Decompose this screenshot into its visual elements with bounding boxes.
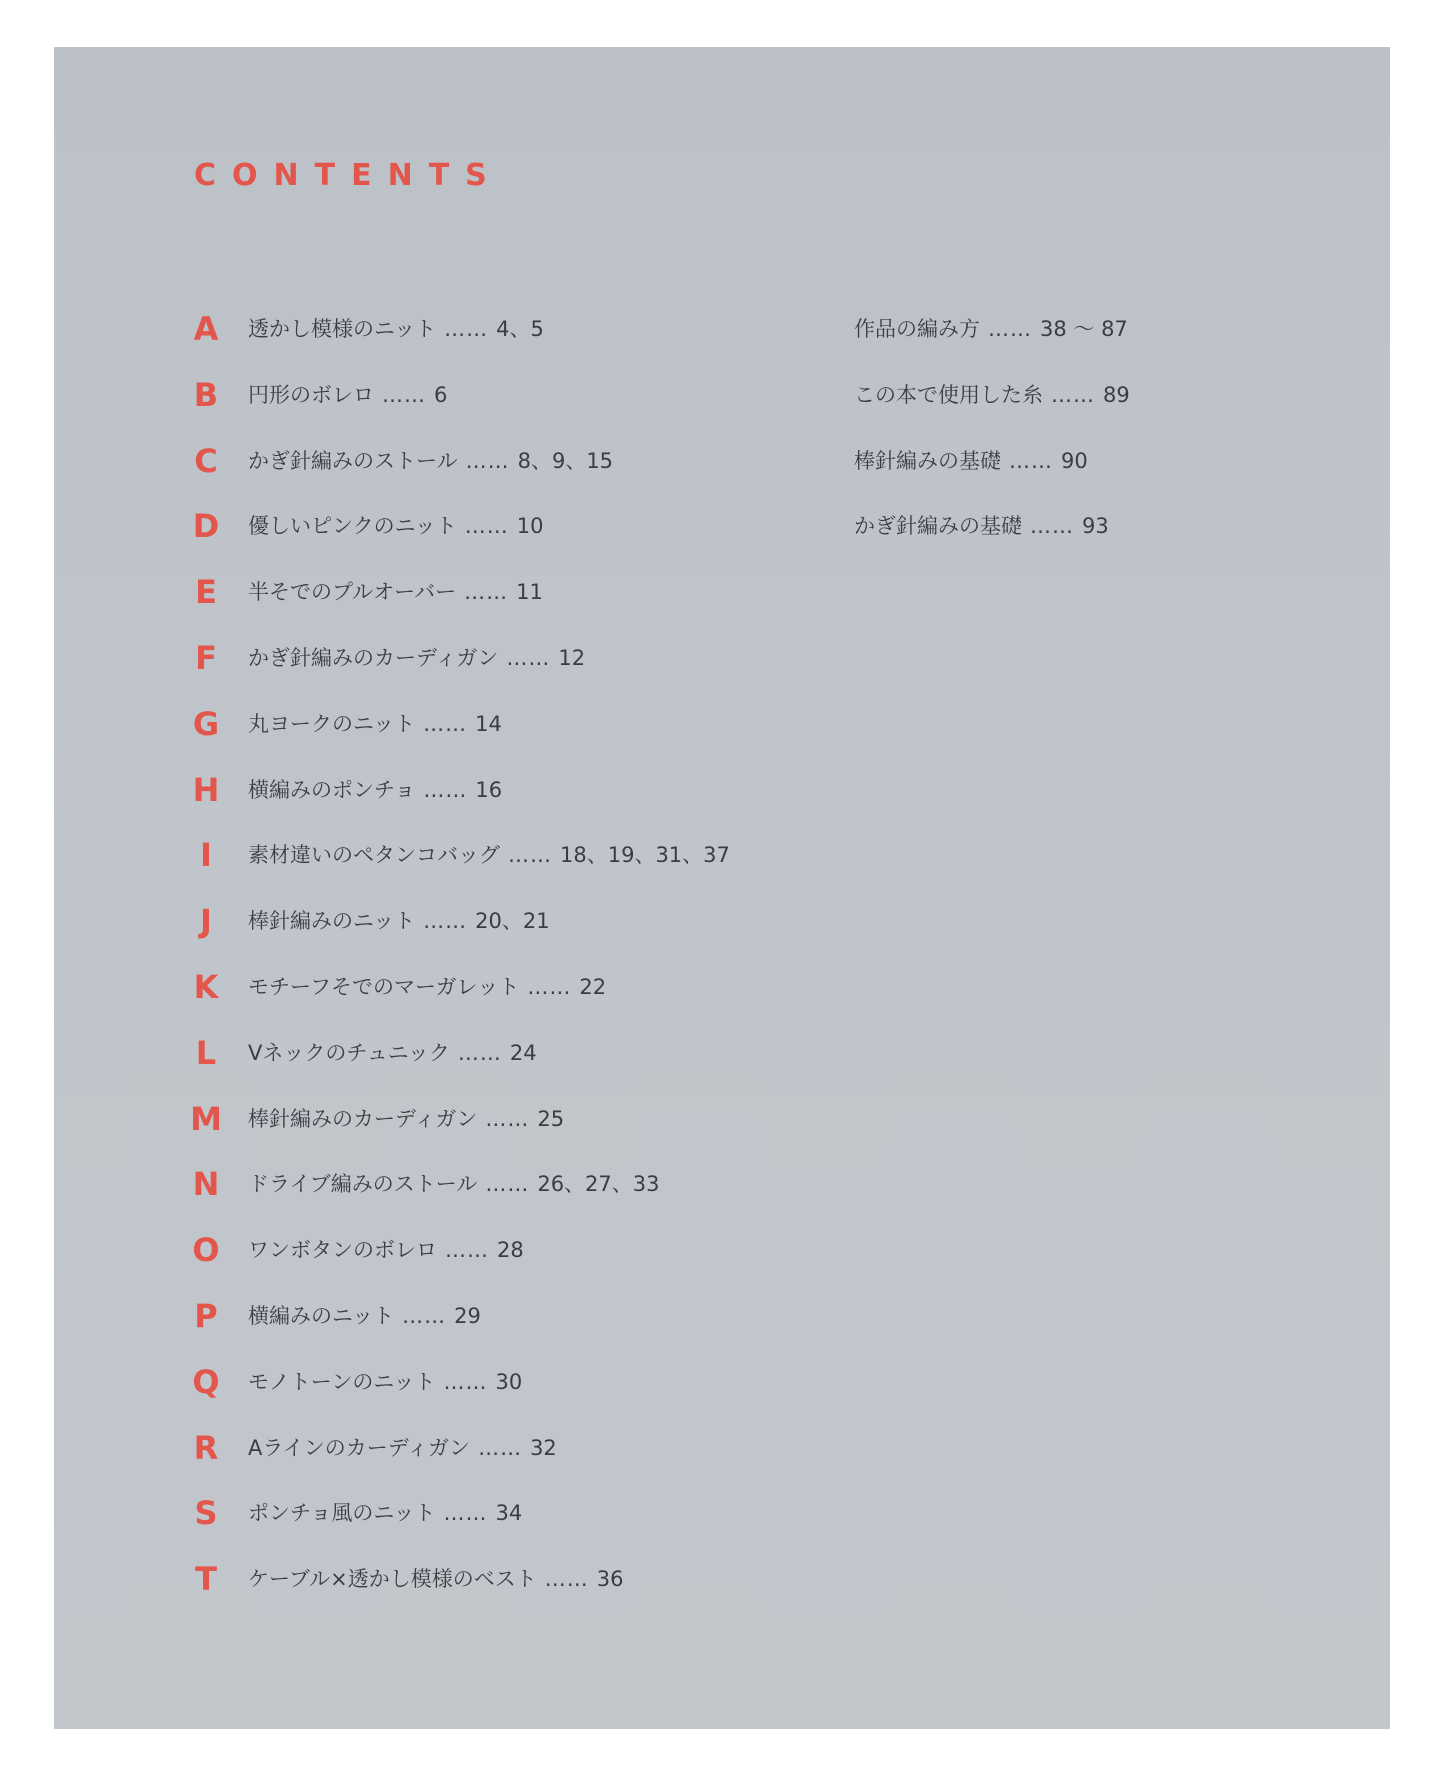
toc-entry	[854, 437, 1088, 485]
toc-pages: 32	[530, 1435, 557, 1460]
toc-pages: 8、9、15	[517, 448, 614, 473]
toc-entry	[248, 634, 585, 682]
toc-title: 透かし模様のニット	[248, 317, 437, 341]
toc-pages: 24	[509, 1040, 537, 1065]
toc-item	[186, 1358, 806, 1424]
toc-leader: ……	[1009, 448, 1053, 473]
toc-entry	[248, 1489, 522, 1537]
toc-title: 棒針編みの基礎	[854, 448, 1001, 473]
toc-pages: 10	[516, 514, 544, 539]
toc-entry	[248, 1555, 623, 1603]
toc-item	[186, 831, 806, 897]
toc-title: ケーブル×透かし模様のベスト	[248, 1567, 537, 1592]
toc-letter: B	[193, 375, 219, 414]
toc-leader: ……	[445, 1238, 489, 1263]
toc-letter: R	[193, 1428, 219, 1467]
toc-pages: 30	[495, 1369, 523, 1394]
toc-entry	[248, 1424, 557, 1472]
toc-item	[186, 1555, 806, 1621]
toc-entry	[854, 305, 1128, 353]
toc-letter: T	[195, 1560, 217, 1599]
toc-leader: ……	[423, 909, 468, 934]
toc-leader: ……	[423, 711, 468, 736]
toc-letter: C	[194, 441, 218, 480]
toc-pages: 89	[1103, 382, 1130, 407]
toc-leader: ……	[485, 1106, 530, 1131]
toc-pages: 38 ～ 87	[1040, 317, 1128, 341]
toc-letter: P	[194, 1296, 218, 1335]
toc-item	[186, 1489, 806, 1555]
toc-title: Aラインのカーディガン	[248, 1435, 471, 1460]
toc-entry	[248, 568, 543, 616]
toc-pages: 34	[495, 1501, 523, 1526]
toc-item	[186, 634, 806, 700]
toc-item	[186, 1095, 806, 1161]
toc-title: 円形のボレロ	[248, 382, 374, 407]
toc-left-column	[186, 305, 806, 1621]
toc-title: この本で使用した糸	[854, 382, 1043, 407]
toc-letter: G	[192, 704, 220, 743]
toc-entry	[248, 831, 730, 879]
toc-title: ドライブ編みのストール	[248, 1172, 478, 1197]
toc-pages: 93	[1082, 514, 1109, 539]
toc-leader: ……	[464, 514, 509, 539]
toc-entry	[248, 371, 447, 419]
toc-title: 横編みのニット	[248, 1303, 395, 1328]
toc-title: 作品の編み方	[854, 317, 980, 341]
toc-letter: N	[192, 1165, 220, 1204]
toc-letter: S	[194, 1494, 218, 1533]
toc-item	[186, 305, 806, 371]
toc-title: 素材違いのペタンコバッグ	[248, 843, 500, 868]
toc-title: かぎ針編みの基礎	[854, 514, 1022, 539]
toc-leader: ……	[1051, 382, 1095, 407]
toc-entry	[248, 1226, 524, 1274]
toc-entry	[248, 1358, 522, 1406]
toc-item	[186, 700, 806, 766]
toc-item	[854, 305, 1354, 371]
toc-item	[854, 502, 1354, 568]
toc-leader: ……	[402, 1303, 447, 1328]
toc-pages: 25	[537, 1106, 565, 1131]
toc-leader: ……	[457, 1040, 502, 1065]
toc-letter: K	[193, 967, 219, 1006]
toc-pages: 22	[579, 974, 607, 999]
toc-entry	[248, 437, 613, 485]
toc-entry	[248, 1095, 564, 1143]
toc-entry	[248, 700, 502, 748]
toc-letter: J	[200, 902, 212, 941]
toc-item	[186, 1292, 806, 1358]
toc-item	[186, 437, 806, 503]
toc-title: ワンボタンのボレロ	[248, 1238, 437, 1263]
toc-title: モノトーンのニット	[248, 1369, 436, 1394]
toc-entry	[248, 963, 606, 1011]
toc-pages: 4、5	[496, 317, 544, 341]
toc-item	[854, 437, 1354, 503]
toc-leader: ……	[382, 382, 426, 407]
toc-leader: ……	[464, 580, 509, 605]
toc-leader: ……	[527, 974, 572, 999]
toc-leader: ……	[478, 1435, 523, 1460]
toc-leader: ……	[444, 317, 489, 341]
toc-title: モチーフそでのマーガレット	[248, 974, 520, 999]
toc-leader: ……	[506, 645, 551, 670]
toc-pages: 6	[434, 382, 448, 407]
toc-pages: 26、27、33	[537, 1172, 660, 1197]
toc-entry	[248, 766, 502, 814]
toc-entry	[248, 897, 550, 945]
toc-leader: ……	[988, 317, 1032, 341]
toc-entry	[248, 1160, 660, 1208]
toc-leader: ……	[465, 448, 510, 473]
toc-letter: L	[195, 1033, 217, 1072]
toc-title: ポンチョ風のニット	[248, 1501, 436, 1526]
toc-letter: F	[195, 638, 217, 677]
toc-title: かぎ針編みのカーディガン	[248, 645, 499, 670]
toc-title: 横編みのポンチョ	[248, 777, 416, 802]
toc-item	[186, 1029, 806, 1095]
toc-item	[186, 568, 806, 634]
toc-letter: A	[193, 310, 219, 348]
toc-leader: ……	[544, 1567, 589, 1592]
toc-leader: ……	[423, 777, 468, 802]
toc-entry	[854, 502, 1109, 550]
toc-item	[186, 963, 806, 1029]
toc-item	[186, 1160, 806, 1226]
toc-leader: ……	[1030, 514, 1074, 539]
toc-right-column	[854, 305, 1354, 568]
toc-item	[186, 897, 806, 963]
toc-item	[186, 502, 806, 568]
toc-entry	[854, 371, 1130, 419]
toc-letter: O	[192, 1231, 220, 1270]
toc-title: 優しいピンクのニット	[248, 514, 457, 539]
toc-letter: M	[190, 1099, 222, 1138]
toc-letter: Q	[192, 1362, 220, 1401]
toc-title: 棒針編みのカーディガン	[248, 1106, 478, 1131]
toc-leader: ……	[443, 1501, 488, 1526]
toc-pages: 20、21	[475, 909, 550, 934]
toc-title: 棒針編みのニット	[248, 909, 416, 934]
toc-item	[186, 766, 806, 832]
toc-letter: H	[192, 770, 220, 809]
toc-letter: I	[200, 836, 212, 875]
toc-letter: D	[192, 507, 220, 546]
toc-pages: 18、19、31、37	[560, 843, 730, 868]
toc-pages: 29	[454, 1303, 481, 1328]
toc-pages: 14	[475, 711, 502, 736]
toc-item	[186, 1424, 806, 1490]
toc-title: 丸ヨークのニット	[248, 711, 416, 736]
toc-entry	[248, 1292, 481, 1340]
toc-item	[186, 1226, 806, 1292]
toc-entry	[248, 1029, 537, 1077]
toc-leader: ……	[508, 843, 552, 868]
toc-pages: 28	[497, 1238, 524, 1263]
toc-pages: 16	[475, 777, 503, 802]
toc-entry	[248, 502, 543, 550]
toc-item	[854, 371, 1354, 437]
toc-leader: ……	[485, 1172, 530, 1197]
toc-pages: 90	[1061, 448, 1088, 473]
toc-item	[186, 371, 806, 437]
toc-letter: E	[195, 573, 217, 612]
contents-title: CONTENTS	[194, 158, 503, 193]
toc-title: かぎ針編みのストール	[248, 448, 458, 473]
toc-pages: 36	[596, 1567, 624, 1592]
toc-leader: ……	[443, 1369, 488, 1394]
toc-pages: 11	[516, 580, 543, 605]
toc-title: Vネックのチュニック	[248, 1040, 450, 1065]
toc-pages: 12	[558, 645, 586, 670]
toc-title: 半そでのプルオーバー	[248, 580, 457, 605]
toc-entry	[248, 305, 544, 353]
